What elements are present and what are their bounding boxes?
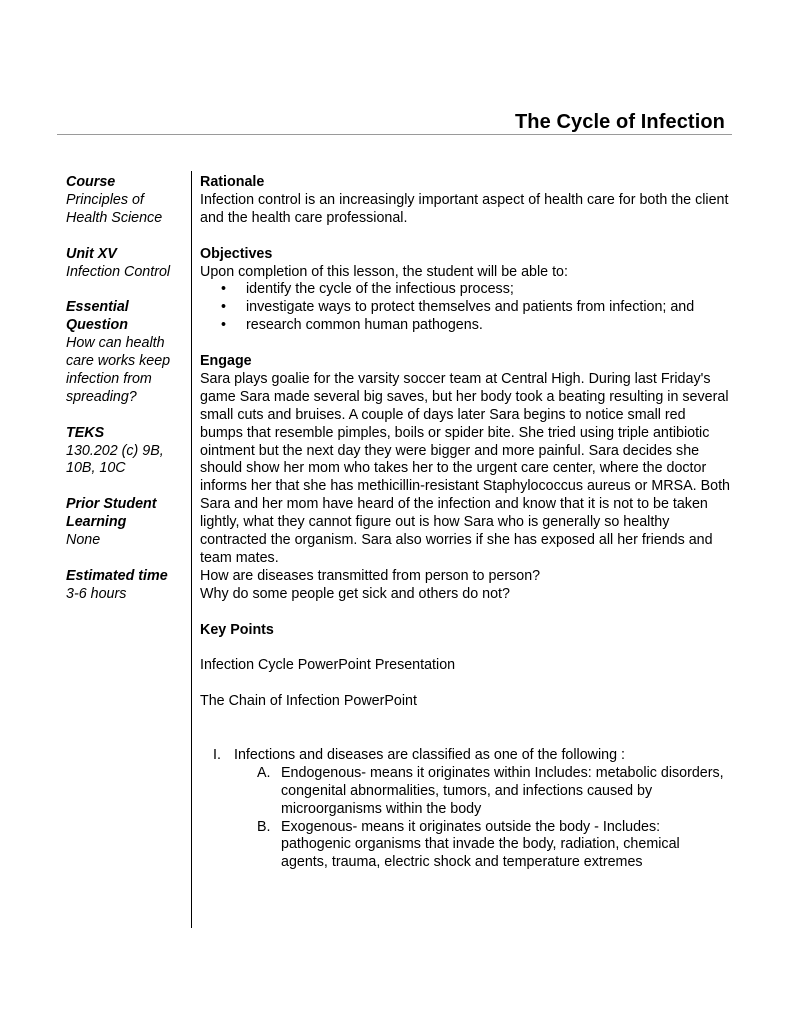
estimated-time-value: 3-6 hours [66,585,127,602]
key-points-outline [200,747,730,872]
outline-item [200,747,730,765]
lesson-content [200,174,730,872]
lesson-sidebar [66,174,186,622]
unit-value: Infection Control [66,263,171,280]
key-points-heading: Key Points [200,621,274,638]
unit-block [66,246,186,282]
page-title: The Cycle of Infection [514,111,725,133]
key-point-resource: Infection Cycle PowerPoint Presentation [200,657,456,674]
estimated-time-block [66,568,186,604]
engage-text: Sara plays goalie for the varsity soccer team at Central High. During last Friday's game Sara made several big saves, but her body took a beating resulting in several small cuts and bruises. A couple of days later Sara begins to notice small red bumps that resemble pimples, boils or spider bite. She tried using triple antibiotic ointment but the next day they were bigger and more painful. Sara decides she should show her mom who takes her to the urgent care center, where the doctor informs her that she has methicillin-resistant Staphylococcus aureus or MRSA. Both Sara and her mom have heard of the infection and know that it is not to be taken lightly, what they cannot figure out is how Sara who is generally so healthy contracted the organism. Sara also worries if she has exposed all her friends and team mates. [200,370,731,566]
outline-subitem [200,765,730,819]
unit-label: Unit XV [66,245,117,262]
course-label: Course [66,174,116,190]
outline-letter: B. [257,818,271,835]
objective-text: investigate ways to protect themselves and patients from infection; and [246,299,695,316]
essential-question-block [66,299,186,406]
objective-text: identify the cycle of the infectious process; [246,281,514,298]
engage-question: How are diseases transmitted from person to person? [200,567,541,584]
objectives-heading: Objectives [200,245,273,262]
teks-block [66,425,186,479]
prior-learning-label: Prior Student Learning [66,496,157,531]
bullet-icon: • [221,317,227,334]
outline-subtext: Exogenous- means it originates outside the body - Includes: pathogenic organisms that invade the body, radiation, chemical agents, trauma, electric shock and temperature extremes [281,818,680,871]
prior-learning-block [66,496,186,550]
outline-text: Infections and diseases are classified as one of the following : [234,746,626,763]
teks-label: TEKS [66,424,105,441]
list-item [200,317,730,335]
outline-subitem [200,819,730,873]
bullet-icon: • [221,299,227,316]
outline-subtext: Endogenous- means it originates within Includes: metabolic disorders, congenital abnormalities, tumors, and infections caused by microorganisms within the body [281,764,724,817]
key-point-resource: The Chain of Infection PowerPoint [200,693,417,710]
estimated-time-label: Estimated time [66,567,168,584]
bullet-icon: • [221,281,227,298]
essential-question-label: Essential Question [66,299,129,334]
engage-question: Why do some people get sick and others do not? [200,585,510,602]
teks-value: 130.202 (c) 9B, 10B, 10C [66,442,164,477]
outline-letter: A. [257,764,271,781]
course-block [66,174,186,228]
prior-learning-value: None [66,532,101,549]
rationale-heading: Rationale [200,174,265,190]
engage-heading: Engage [200,353,252,370]
outline-number: I. [213,746,221,763]
objective-text: research common human pathogens. [246,317,483,334]
column-divider [191,171,192,928]
title-divider [57,134,732,135]
rationale-text: Infection control is an increasingly important aspect of health care for both the client and the health care professional. [200,191,729,226]
list-item [200,299,730,317]
objectives-list [200,281,730,335]
essential-question-value: How can health care works keep infection from spreading? [66,335,171,405]
list-item [200,281,730,299]
course-value: Principles of Health Science [66,191,163,226]
objectives-intro: Upon completion of this lesson, the student will be able to: [200,263,568,280]
